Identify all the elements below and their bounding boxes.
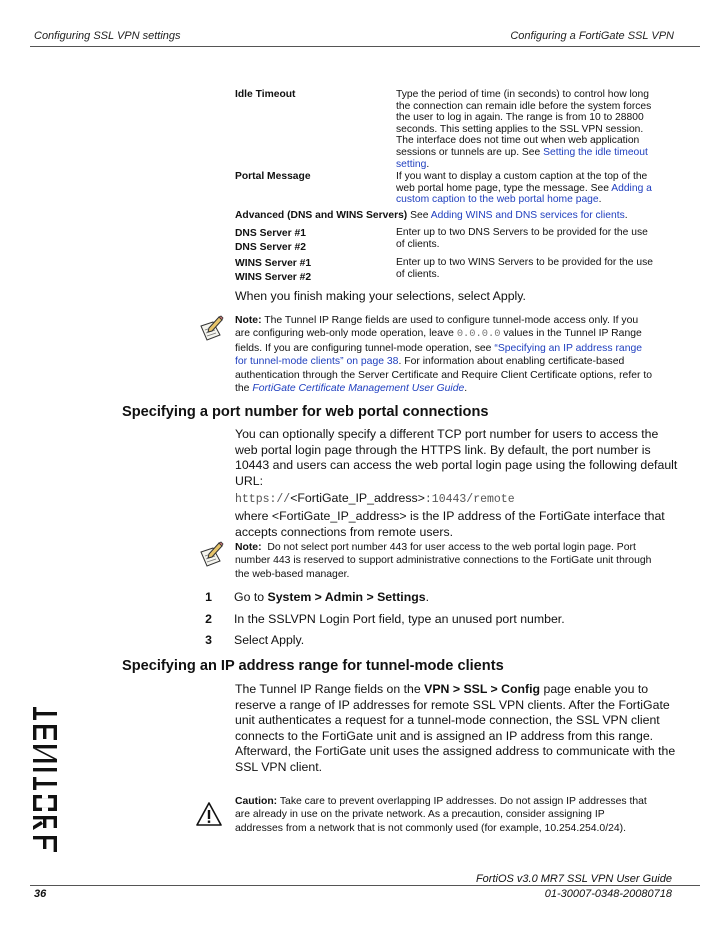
footer-title: FortiOS v3.0 MR7 SSL VPN User Guide <box>475 873 672 885</box>
caution-line: are already in use on the private network. As a precaution, consider assigning IP <box>235 809 605 821</box>
note-line: Do not select port number 443 for user access to the web portal login page. Port <box>261 542 636 553</box>
para-line: The Tunnel IP Range fields on the <box>235 682 425 696</box>
caution-line: Take care to prevent overlapping IP addresses. Do not assign IP addresses that <box>277 796 647 807</box>
finish-text: When you finish making your selections, select Apply. <box>235 289 526 303</box>
page-number: 36 <box>34 888 47 900</box>
note-pencil-icon <box>196 539 226 574</box>
para-line: 10443 and users can access the web portal login page using the following default <box>235 458 678 473</box>
para-line: URL: <box>235 473 264 488</box>
see-text: See <box>407 210 431 221</box>
period: . <box>464 383 468 395</box>
desc-line: The interface does not time out when web application <box>396 135 640 147</box>
portal-caption-link[interactable]: Adding a <box>611 182 652 194</box>
para-line: You can optionally specify a different TCP port number for users to access the <box>235 427 659 441</box>
desc-line: Type the period of time (in seconds) to control how long <box>396 89 649 100</box>
step-text: Go to <box>234 590 268 604</box>
period: . <box>426 158 430 170</box>
ip-code: 0.0.0.0 <box>456 328 501 341</box>
note-line: values in the Tunnel IP Range <box>500 328 642 340</box>
dns-server-2-label: DNS Server #2 <box>235 242 306 253</box>
url-prefix: https:// <box>235 493 291 507</box>
para-line: web portal login page through the HTTPS link. By default, the port number is <box>235 442 651 457</box>
idle-timeout-link[interactable]: Setting the idle timeout <box>543 146 648 158</box>
caution-line: addresses from a network that is not commonly used (for example, 10.254.254.0/24). <box>235 822 627 834</box>
fortinet-logo <box>33 706 57 864</box>
desc-line: Enter up to two DNS Servers to be provided for the use <box>396 227 648 238</box>
note-line: fields. If you are configuring tunnel-mode operation, see <box>235 342 495 354</box>
section-ip-range-body <box>235 682 675 776</box>
para-line: accepts connections from remote users. <box>235 524 454 539</box>
wins-dns-link[interactable]: Adding WINS and DNS services for clients <box>430 210 625 221</box>
note-line: are configuring web-only mode operation, leave <box>235 328 457 340</box>
header-left: Configuring SSL VPN settings <box>34 30 181 42</box>
note-label: Note: <box>235 542 262 553</box>
wins-labels <box>235 257 311 285</box>
desc-line: If you want to display a custom caption at the top of the <box>396 171 648 182</box>
note-pencil-icon <box>196 313 226 348</box>
period: . <box>624 210 628 221</box>
para-line: SSL VPN client. <box>235 759 323 774</box>
note-line: the <box>235 383 253 395</box>
note-line: The Tunnel IP Range fields are used to configure tunnel-mode access only. If you <box>261 315 639 326</box>
advanced-row <box>235 210 628 222</box>
note-line: number 443 is reserved to support administrative connections to the FortiGate unit through <box>235 555 652 567</box>
para-line: where <FortiGate_IP_address> is the IP address of the FortiGate interface that <box>235 508 665 523</box>
step-number: 2 <box>205 612 212 626</box>
desc-line: the user to log in again. The range is from 10 to 28800 <box>396 112 644 124</box>
footer-rule <box>30 885 700 886</box>
step-item <box>198 612 565 633</box>
step-item <box>198 633 565 649</box>
desc-line: sessions or tunnels are up. See <box>396 146 544 158</box>
steps-list <box>198 590 565 649</box>
caution-overlap <box>235 795 647 835</box>
note-line: the web-based manager. <box>235 568 350 580</box>
wins-desc <box>396 257 653 280</box>
cert-guide-link[interactable]: FortiGate Certificate Management User Guide <box>252 383 465 395</box>
period: . <box>425 590 430 604</box>
advanced-label: Advanced (DNS and WINS Servers) <box>235 210 408 221</box>
idle-timeout-desc <box>396 89 696 170</box>
note-port-443 <box>235 541 651 581</box>
portal-caption-link-cont[interactable]: custom caption to the web portal home page <box>396 194 599 206</box>
para-line: page enable you to <box>540 682 649 696</box>
caution-label: Caution: <box>235 796 278 807</box>
ip-range-link-cont[interactable]: for tunnel-mode clients” on page 38 <box>235 356 399 368</box>
idle-timeout-label: Idle Timeout <box>235 89 296 100</box>
section-port-body <box>235 427 677 540</box>
note-tunnel-ip <box>235 314 652 395</box>
step-number: 1 <box>205 590 212 604</box>
menu-path: VPN > SSL > Config <box>424 682 541 696</box>
header-right: Configuring a FortiGate SSL VPN <box>510 30 674 42</box>
wins-server-2-label: WINS Server #2 <box>235 272 312 283</box>
dns-server-1-label: DNS Server #1 <box>235 228 306 239</box>
header-rule <box>30 46 700 47</box>
note-line: authentication through the Server Certificate and Require Client Certificate options, refer to <box>235 369 653 381</box>
idle-timeout-link-cont[interactable]: setting <box>396 158 427 170</box>
note-line: . For information about enabling certificate-based <box>398 356 625 368</box>
dns-labels <box>235 227 306 255</box>
wins-server-1-label: WINS Server #1 <box>235 258 312 269</box>
url-placeholder: <FortiGate_IP_address> <box>290 491 425 506</box>
footer-doc-id: 01-30007-0348-20080718 <box>544 888 672 900</box>
para-line: Afterward, the FortiGate unit uses the assigned address to communicate with the <box>235 744 676 759</box>
desc-line: web portal home page, type the message. See <box>396 182 612 194</box>
period: . <box>598 194 602 206</box>
desc-line: seconds. This setting applies to the SSL VPN session. <box>396 123 644 135</box>
dns-desc <box>396 227 648 250</box>
desc-line: the connection can remain idle before the system forces <box>396 100 652 112</box>
portal-message-label: Portal Message <box>235 171 311 182</box>
para-line: connects to the FortiGate unit and is assigned an IP address from this range. <box>235 728 654 743</box>
menu-path: System > Admin > Settings <box>267 590 426 604</box>
para-line: unit authenticates a request for a tunnel-mode connection, the SSL VPN client <box>235 713 660 728</box>
step-text: Select Apply. <box>234 633 305 647</box>
desc-line: Enter up to two WINS Servers to be provided for the use <box>396 257 653 268</box>
ip-range-link[interactable]: “Specifying an IP address range <box>494 342 643 354</box>
para-line: reserve a range of IP addresses for remote SSL VPN clients. After the FortiGate <box>235 697 670 712</box>
portal-message-desc <box>396 171 696 206</box>
section-heading-port: Specifying a port number for web portal connections <box>122 404 489 420</box>
note-label: Note: <box>235 315 262 326</box>
url-suffix: :10443/remote <box>424 493 515 507</box>
desc-line: of clients. <box>396 268 440 280</box>
desc-line: of clients. <box>396 238 440 250</box>
section-heading-ip-range: Specifying an IP address range for tunnel-mode clients <box>122 658 504 674</box>
step-text: In the SSLVPN Login Port field, type an unused port number. <box>234 612 565 626</box>
warning-triangle-icon <box>196 801 222 832</box>
step-number: 3 <box>205 633 212 647</box>
step-item <box>198 590 565 612</box>
